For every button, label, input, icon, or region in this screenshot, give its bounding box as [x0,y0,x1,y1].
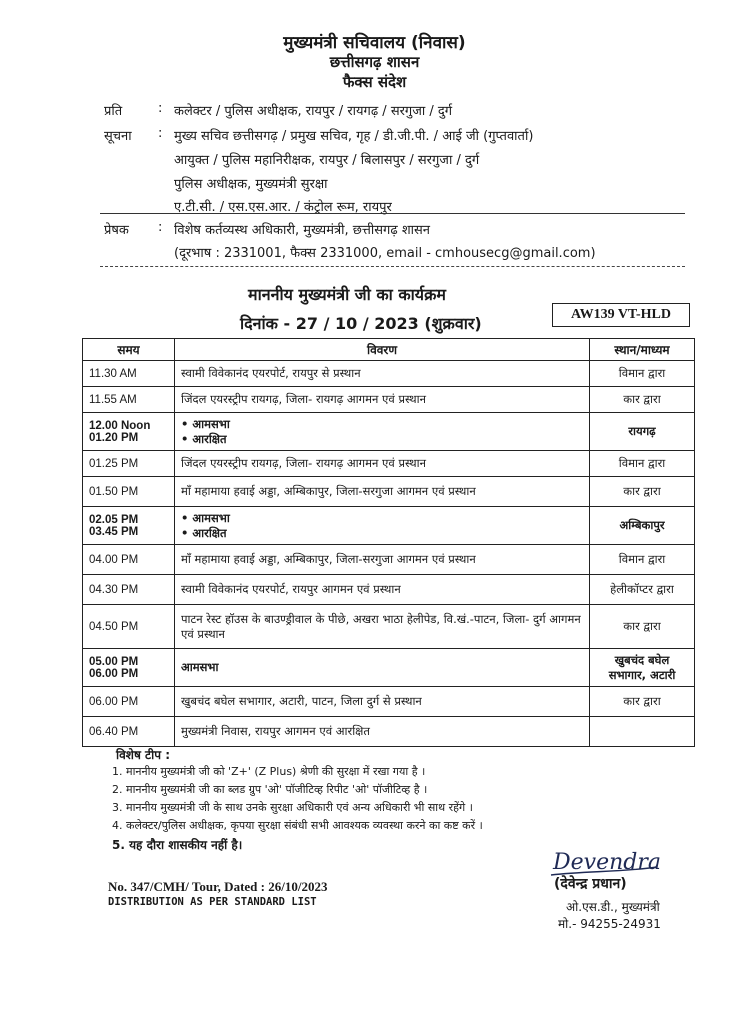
notes-title: विशेष टीप : [116,748,171,762]
svg-text:Devendra: Devendra [553,850,661,875]
row-time: 04.30 PM [83,575,175,605]
prati-colon: : [158,101,163,116]
schedule-table [82,338,695,747]
table-row [83,387,695,413]
row-time-end: 03.45 PM [89,525,139,538]
note-item: 1. माननीय मुख्यमंत्री जी को 'Z+' (Z Plus) श्रेणी की सुरक्षा में रखा गया है । [112,765,426,778]
row-time: 11.55 AM [83,387,175,413]
table-row [83,451,695,477]
row-time: 01.50 PM [83,477,175,507]
row-time-start: 05.00 PM [89,655,139,668]
suchna-line-4: ए.टी.सी. / एस.एस.आर. / कंट्रोल रूम, रायपुर [174,200,392,215]
signatory-mobile: मो.- 94255-24931 [558,917,661,931]
bullet-item: • आरक्षित [181,431,227,446]
row-detail [175,413,590,451]
government-name: छत्तीसगढ़ शासन [329,53,420,71]
suchna-label: सूचना [104,129,132,144]
row-detail: स्वामी विवेकानंद एयरपोर्ट, रायपुर आगमन एवं प्रस्थान [175,575,590,605]
suchna-colon: : [158,126,163,141]
table-row [83,605,695,649]
row-time-range [83,413,175,451]
row-mode: रायगढ़ [590,413,695,451]
row-time: 06.00 PM [83,687,175,717]
preshak-label: प्रेषक [104,223,129,238]
header-time: समय [83,339,175,361]
note-item: 3. माननीय मुख्यमंत्री जी के साथ उनके सुरक्षा अधिकारी एवं अन्य अधिकारी भी साथ रहेंगे । [112,801,473,814]
row-mode [590,717,695,747]
row-mode: अम्बिकापुर [590,507,695,545]
suchna-line-3: पुलिस अधीक्षक, मुख्यमंत्री सुरक्षा [174,177,328,192]
row-mode: विमान द्वारा [590,361,695,387]
header-place: स्थान/माध्यम [590,339,695,361]
reference-number: No. 347/CMH/ Tour, Dated : 26/10/2023 [108,879,328,894]
preshak-contact: (दूरभाष : 2331001, फैक्स 2331000, email - cmhousecg@gmail.com) [174,246,596,261]
row-detail: स्वामी विवेकानंद एयरपोर्ट, रायपुर से प्रस्थान [175,361,590,387]
document-type: फैक्स संदेश [342,73,407,91]
row-mode: कार द्वारा [590,605,695,649]
table-row [83,545,695,575]
office-title: मुख्यमंत्री सचिवालय (निवास) [283,33,466,53]
row-time: 04.00 PM [83,545,175,575]
note-item: 5. यह दौरा शासकीय नहीं है। [112,838,243,852]
row-time-start: 12.00 Noon [89,419,151,432]
bullet-item: • आमसभा [181,510,230,525]
note-item: 2. माननीय मुख्यमंत्री जी का ब्लड ग्रुप 'ओ' पॉजीटिव्ह रिपीट 'ओ' पॉजीटिव्ह है । [112,783,428,796]
table-row [83,717,695,747]
row-detail: मुख्यमंत्री निवास, रायपुर आगमन एवं आरक्षित [175,717,590,747]
row-time: 04.50 PM [83,605,175,649]
row-detail: माँ महामाया हवाई अड्डा, अम्बिकापुर, जिला-सरगुजा आगमन एवं प्रस्थान [175,477,590,507]
preshak-colon: : [158,220,163,235]
table-row [83,413,695,451]
header-detail: विवरण [175,339,590,361]
divider-top [100,213,685,214]
program-date: दिनांक - 27 / 10 / 2023 (शुक्रवार) [240,314,482,333]
signatory-name: (देवेन्द्र प्रधान) [554,876,627,892]
bullet-item: • आरक्षित [181,525,227,540]
divider-dashed [100,266,685,267]
row-detail: आमसभा [175,649,590,687]
row-time: 11.30 AM [83,361,175,387]
table-row [83,477,695,507]
row-detail: माँ महामाया हवाई अड्डा, अम्बिकापुर, जिला-सरगुजा आगमन एवं प्रस्थान [175,545,590,575]
table-row [83,361,695,387]
preshak-line-1: विशेष कर्तव्यस्थ अधिकारी, मुख्यमंत्री, छत्तीसगढ़ शासन [174,223,431,238]
row-time-end: 06.00 PM [89,667,139,680]
row-mode: हेलीकॉप्टर द्वारा [590,575,695,605]
suchna-line-1: मुख्य सचिव छत्तीसगढ़ / प्रमुख सचिव, गृह / डी.जी.पी. / आई जी (गुप्तवार्ता) [174,129,534,144]
signatory-designation: ओ.एस.डी., मुख्यमंत्री [566,900,660,914]
row-time-range [83,649,175,687]
row-mode: विमान द्वारा [590,451,695,477]
table-row [83,649,695,687]
table-row [83,575,695,605]
row-time-range [83,507,175,545]
table-header-row [83,339,695,361]
table-row [83,687,695,717]
aircraft-box: AW139 VT-HLD [552,303,690,327]
row-detail: जिंदल एयरस्ट्रीप रायगढ़, जिला- रायगढ़ आगमन एवं प्रस्थान [175,387,590,413]
row-mode: कार द्वारा [590,387,695,413]
distribution-note: DISTRIBUTION AS PER STANDARD LIST [108,896,317,908]
row-detail: पाटन रेस्ट हॉउस के बाउण्ड्रीवाल के पीछे, अखरा भाठा हेलीपेड, वि.खं.-पाटन, जिला- दुर्ग आगमन एवं प्रस्थान [175,605,590,649]
row-mode: खुबचंद बघेल सभागार, अटारी [590,649,695,687]
suchna-line-2: आयुक्त / पुलिस महानिरीक्षक, रायपुर / बिलासपुर / सरगुजा / दुर्ग [174,153,480,168]
row-mode: कार द्वारा [590,687,695,717]
row-time: 01.25 PM [83,451,175,477]
row-mode: विमान द्वारा [590,545,695,575]
row-time-start: 02.05 PM [89,513,139,526]
program-title: माननीय मुख्यमंत्री जी का कार्यक्रम [248,285,446,304]
table-row [83,507,695,545]
row-detail [175,507,590,545]
prati-recipients: कलेक्टर / पुलिस अधीक्षक, रायपुर / रायगढ़ / सरगुजा / दुर्ग [174,104,453,119]
bullet-item: • आमसभा [181,416,230,431]
row-mode: कार द्वारा [590,477,695,507]
row-time-end: 01.20 PM [89,431,139,444]
row-detail: खुबचंद बघेल सभागार, अटारी, पाटन, जिला दुर्ग से प्रस्थान [175,687,590,717]
row-time: 06.40 PM [83,717,175,747]
row-detail: जिंदल एयरस्ट्रीप रायगढ़, जिला- रायगढ़ आगमन एवं प्रस्थान [175,451,590,477]
note-item: 4. कलेक्टर/पुलिस अधीक्षक, कृपया सुरक्षा संबंधी सभी आवश्यक व्यवस्था करने का कष्ट करें । [112,819,483,832]
prati-label: प्रति [104,104,123,119]
